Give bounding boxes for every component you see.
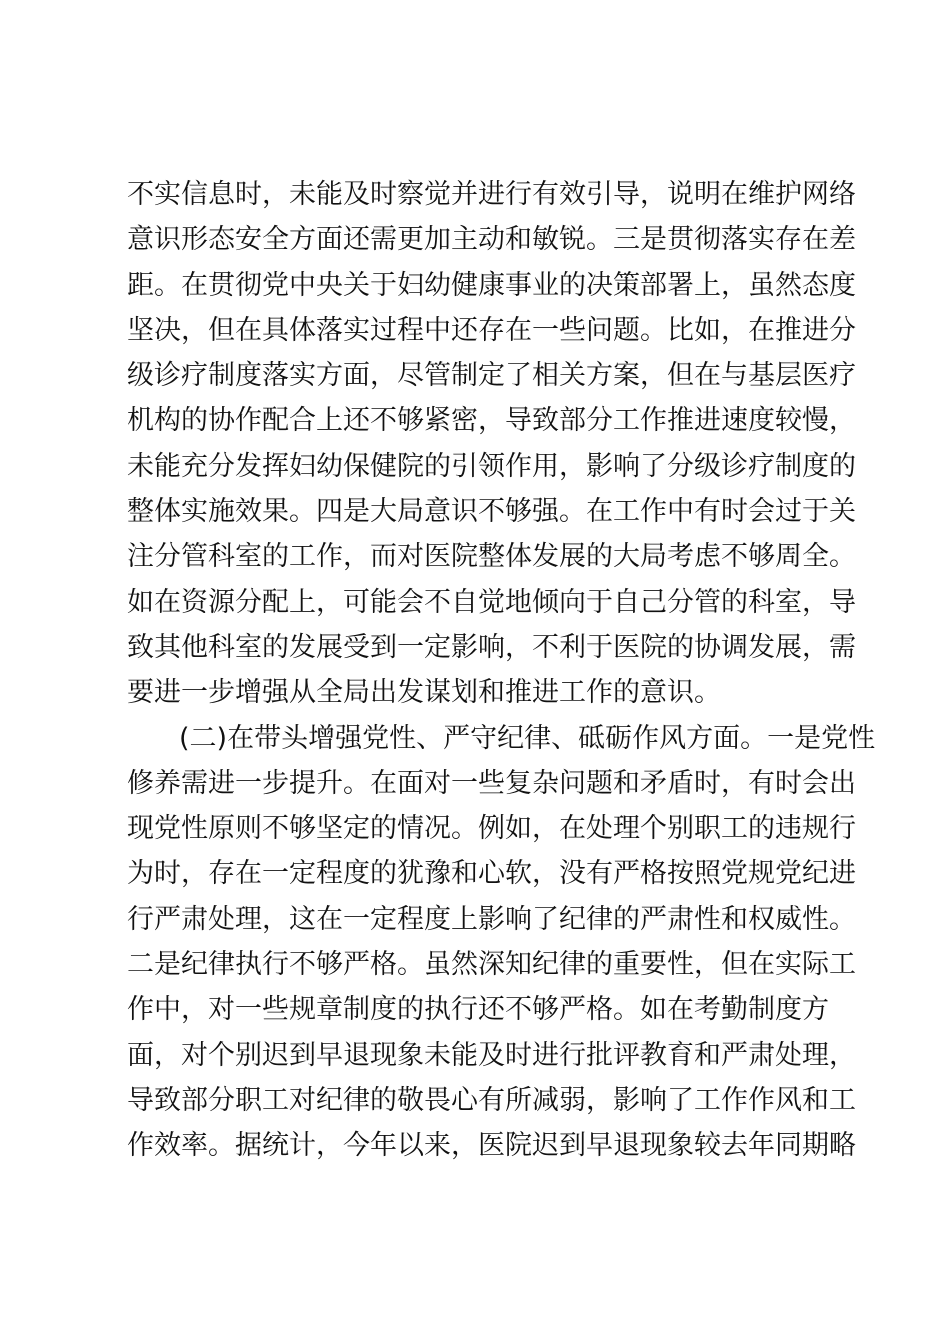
text-line: 注分管科室的工作，而对医院整体发展的大局考虑不够周全。 xyxy=(127,541,856,573)
text-line: 二是纪律执行不够严格。虽然深知纪律的重要性，但在实际工 xyxy=(127,949,856,981)
text-line: 坚决，但在具体落实过程中还存在一些问题。比如，在推进分 xyxy=(127,314,856,346)
text-line: 不实信息时，未能及时察觉并进行有效引导，说明在维护网络 xyxy=(127,179,856,210)
body-text xyxy=(127,172,876,1169)
text-line: 导致部分职工对纪律的敬畏心有所减弱，影响了工作作风和工 xyxy=(127,1084,856,1116)
text-line: 行严肃处理，这在一定程度上影响了纪律的严肃性和权威性。 xyxy=(127,903,856,935)
text-line: 为时，存在一定程度的犹豫和心软，没有严格按照党规党纪进 xyxy=(127,858,856,890)
text-line: 作中，对一些规章制度的执行还不够严格。如在考勤制度方 xyxy=(127,994,829,1026)
paragraph-end-line: 要进一步增强从全局出发谋划和推进工作的意识。 xyxy=(127,677,721,709)
text-line: 意识形态安全方面还需更加主动和敏锐。三是贯彻落实存在差 xyxy=(127,224,856,256)
text-line: 修养需进一步提升。在面对一些复杂问题和矛盾时，有时会出 xyxy=(127,767,856,799)
text-line: 未能充分发挥妇幼保健院的引领作用，影响了分级诊疗制度的 xyxy=(127,450,856,482)
text-line: 级诊疗制度落实方面，尽管制定了相关方案，但在与基层医疗 xyxy=(127,360,856,392)
text-line: 面，对个别迟到早退现象未能及时进行批评教育和严肃处理， xyxy=(127,1039,856,1071)
text-line: 机构的协作配合上还不够紧密，导致部分工作推进速度较慢， xyxy=(127,405,856,437)
section-heading-line: (二)在带头增强党性、严守纪律、砥砺作风方面。一是党性 xyxy=(179,722,876,754)
text-line: 整体实施效果。四是大局意识不够强。在工作中有时会过于关 xyxy=(127,496,856,528)
text-line: 现党性原则不够坚定的情况。例如，在处理个别职工的违规行 xyxy=(127,813,856,845)
text-line: 距。在贯彻党中央关于妇幼健康事业的决策部署上，虽然态度 xyxy=(127,269,856,301)
text-line: 如在资源分配上，可能会不自觉地倾向于自己分管的科室，导 xyxy=(127,586,856,618)
text-line: 致其他科室的发展受到一定影响，不利于医院的协调发展，需 xyxy=(127,631,856,663)
text-line: 作效率。据统计，今年以来，医院迟到早退现象较去年同期略 xyxy=(127,1130,856,1162)
